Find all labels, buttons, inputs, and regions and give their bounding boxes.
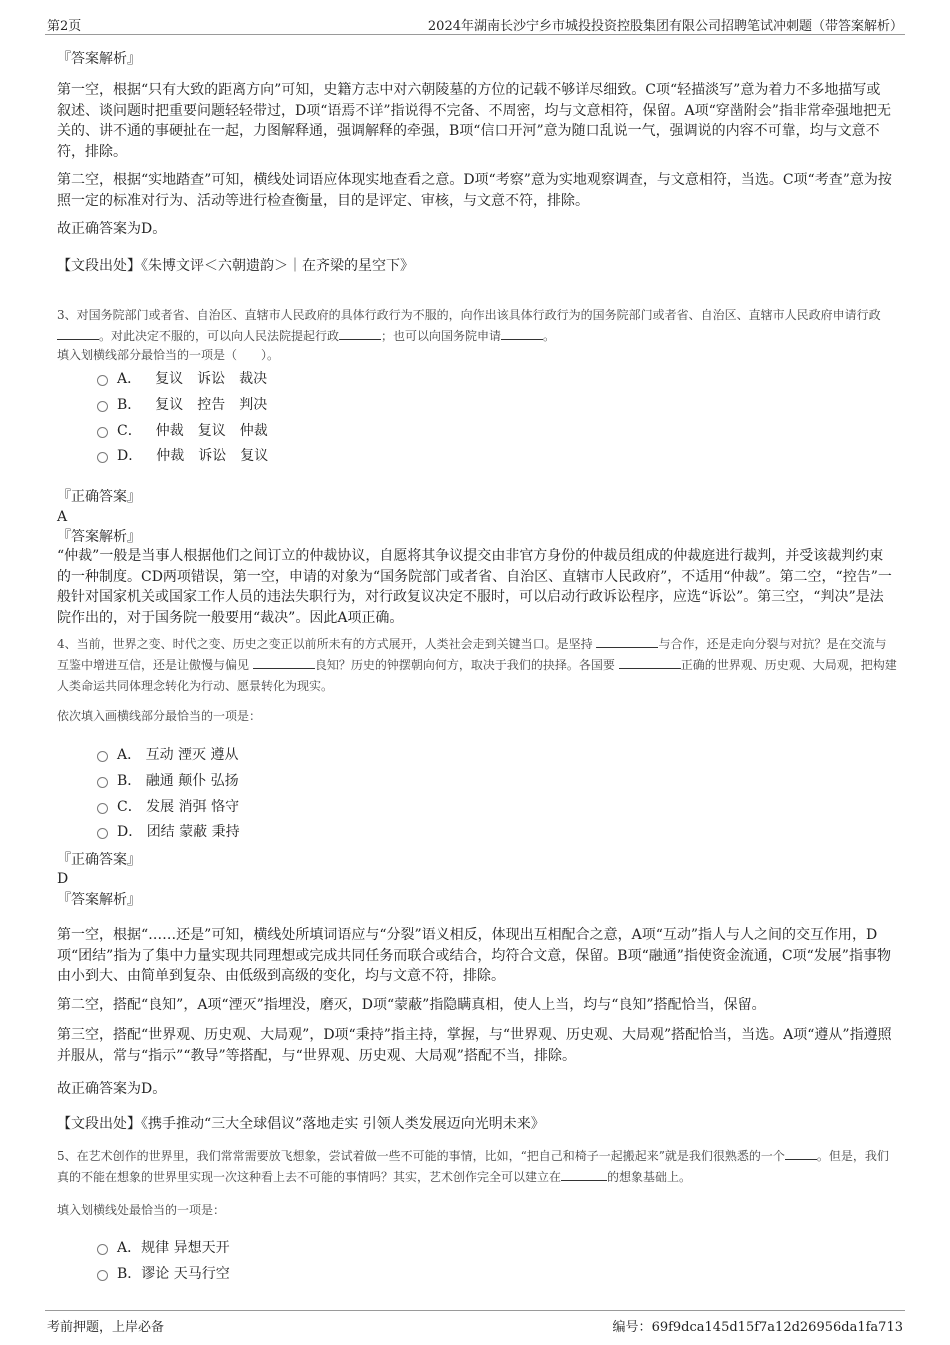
q5-option-b-letter: B． bbox=[117, 1266, 142, 1282]
q3-stem-part-c: ；也可以向国务院申请 bbox=[381, 329, 502, 343]
q3-answer-label: 『正确答案』 bbox=[57, 489, 141, 505]
q3-stem bbox=[57, 305, 897, 347]
q5-blank-2 bbox=[561, 1167, 607, 1181]
document-title: 2024年湖南长沙宁乡市城投投资控股集团有限公司招聘笔试冲刺题（带答案解析） bbox=[427, 19, 903, 34]
q5-stem-part-b: 。但是，我们真的不能在想象的世界里实现一次这种看上去不可能的事情吗？其实，艺术创作完全可以建立在 bbox=[57, 1149, 889, 1184]
q4-option-b[interactable] bbox=[97, 771, 239, 791]
q4-option-d[interactable] bbox=[97, 822, 240, 842]
q3-option-d[interactable] bbox=[97, 446, 268, 466]
q4-prompt: 依次填入画横线部分最恰当的一项是： bbox=[57, 709, 262, 723]
q2-analysis-para2: 第二空，根据“实地踏查”可知，横线处词语应体现实地查看之意。D项“考察”意为实地观察调查，与文意相符，当选。C项“考查”意为按照一定的标准对行为、活动等进行检查衡量，目的是评定、审核，与文意不符，排除。 bbox=[57, 172, 892, 209]
q3-option-a-text: 复议 诉讼 裁决 bbox=[155, 371, 268, 387]
q4-analysis-label: 『答案解析』 bbox=[57, 892, 141, 908]
q3-analysis: “仲裁”一般是当事人根据他们之间订立的仲裁协议，自愿将其争议提交由非官方身份的仲裁员组成的仲裁庭进行裁判，并受该裁判约束的一种制度。CD两项错误，第一空，申请的对象为“国务院部门或者省、自治区、直辖市人民政府”，不适用“仲裁”。第二空，“控告”一般针对国家机关或国家工作人员的违法失职行为，对行政复议决定不服时，可以启动行政诉讼程序，应选“诉讼”。第三空，“判决”是法院作出的，对于国务院一般要用“裁决”。因此A项正确。 bbox=[57, 548, 892, 626]
q4-option-b-text: 融通 颠仆 弘扬 bbox=[145, 773, 239, 789]
q4-analysis-para2: 第二空，搭配“良知”，A项“湮灭”指埋没，磨灭，D项“蒙蔽”指隐瞒真相，使人上当，均与“良知”搭配恰当，保留。 bbox=[57, 997, 766, 1013]
q4-stem-part-c: 良知？历史的钟摆朝向何方，取决于我们的抉择。各国要 bbox=[314, 658, 615, 672]
q4-option-d-letter: D． bbox=[117, 824, 143, 840]
q2-analysis-label: 『答案解析』 bbox=[57, 51, 141, 67]
q4-option-a-text: 互动 湮灭 遵从 bbox=[145, 747, 239, 763]
radio-icon[interactable] bbox=[97, 401, 108, 412]
q3-option-a[interactable] bbox=[97, 369, 267, 389]
q3-option-d-letter: D． bbox=[117, 448, 143, 464]
q5-option-a-text: 规律 异想天开 bbox=[141, 1240, 230, 1256]
q4-conclusion: 故正确答案为D。 bbox=[57, 1081, 167, 1097]
q3-option-c-text: 仲裁 复议 仲裁 bbox=[155, 423, 268, 439]
q3-blank-2 bbox=[339, 326, 381, 340]
q5-stem-part-c: 的想象基础上。 bbox=[607, 1170, 692, 1184]
q3-stem-part-a: 3、对国务院部门或者省、自治区、直辖市人民政府的具体行政行为不服的，向作出该具体行政行为的国务院部门或者省、自治区、直辖市人民政府申请行政 bbox=[57, 308, 881, 322]
q3-option-c[interactable] bbox=[97, 421, 268, 441]
q3-answer: A bbox=[57, 509, 68, 525]
q4-stem-part-a: 4、当前，世界之变、时代之变、历史之变正以前所未有的方式展开，人类社会走到关键当口。是坚持 bbox=[57, 637, 593, 651]
q3-stem-part-b: 。对此决定不服的，可以向人民法院提起行政 bbox=[99, 329, 340, 343]
q2-conclusion: 故正确答案为D。 bbox=[57, 221, 167, 237]
q3-stem-part-d: 。 bbox=[543, 329, 556, 343]
radio-icon[interactable] bbox=[97, 828, 108, 839]
q3-analysis-label: 『答案解析』 bbox=[57, 529, 141, 545]
footer-slogan: 考前押题，上岸必备 bbox=[47, 1320, 165, 1335]
q5-option-b[interactable] bbox=[97, 1264, 230, 1284]
q4-analysis-para3: 第三空，搭配“世界观、历史观、大局观”，D项“秉持”指主持，掌握，与“世界观、历史观、大局观”搭配恰当，当选。A项“遵从”指遵照并服从，常与“指示”“教导”等搭配，与“世界观、历史观、大局观”搭配不当，排除。 bbox=[57, 1027, 892, 1064]
radio-icon[interactable] bbox=[97, 803, 108, 814]
q5-option-b-text: 谬论 天马行空 bbox=[141, 1266, 230, 1282]
page-number: 第2页 bbox=[47, 19, 82, 34]
q4-option-d-text: 团结 蒙蔽 秉持 bbox=[146, 824, 240, 840]
q4-source: 【文段出处】《携手推动“三大全球倡议”落地走实 引领人类发展迈向光明未来》 bbox=[57, 1116, 545, 1132]
q3-option-b-letter: B． bbox=[117, 397, 142, 413]
q3-option-a-letter: A． bbox=[117, 371, 142, 387]
radio-icon[interactable] bbox=[97, 427, 108, 438]
q3-prompt: 填入划横线部分最恰当的一项是（ ）。 bbox=[57, 348, 280, 362]
q4-answer: D bbox=[57, 871, 69, 887]
radio-icon[interactable] bbox=[97, 1270, 108, 1281]
document-code bbox=[613, 1316, 903, 1335]
radio-icon[interactable] bbox=[97, 1244, 108, 1255]
q4-blank-3 bbox=[619, 655, 681, 669]
q4-option-c-text: 发展 消弭 恪守 bbox=[146, 799, 240, 815]
q4-stem-part-d: 正确的世界观、历史观、大局观，把构建人类命运共同体理念转化为行动、愿景转化为现实。 bbox=[57, 658, 897, 693]
q3-blank-1 bbox=[57, 326, 99, 340]
document-code-value: 69f9dca145d15f7a12d26956da1fa713 bbox=[651, 1320, 903, 1335]
q4-option-c-letter: C． bbox=[117, 799, 142, 815]
radio-icon[interactable] bbox=[97, 777, 108, 788]
q5-stem bbox=[57, 1146, 897, 1188]
document-code-label: 编号： bbox=[612, 1320, 652, 1335]
q4-stem bbox=[57, 634, 897, 697]
q5-blank-1 bbox=[785, 1146, 817, 1160]
q4-option-a-letter: A． bbox=[117, 747, 142, 763]
q5-option-a[interactable] bbox=[97, 1238, 230, 1258]
q2-analysis-para1: 第一空，根据“只有大致的距离方向”可知，史籍方志中对六朝陵墓的方位的记载不够详尽细致。C项“轻描淡写”意为着力不多地描写或叙述、谈问题时把重要问题轻轻带过，D项“语焉不详”指说得不完备、不周密，均与文意相符，保留。A项“穿凿附会”指非常牵强地把无关的、讲不通的事硬扯在一起，力图解释通，强调解释的牵强，B项“信口开河”意为随口乱说一气，强调说的内容不可靠，均与文意不符，排除。 bbox=[57, 82, 891, 160]
q4-option-a[interactable] bbox=[97, 745, 238, 765]
q4-blank-2 bbox=[253, 655, 315, 669]
q4-option-b-letter: B． bbox=[117, 773, 142, 789]
q3-blank-3 bbox=[501, 326, 543, 340]
q4-option-c[interactable] bbox=[97, 797, 239, 817]
q4-stem-part-b: 与合作，还是走向分裂与对抗？是在交流与互鉴中增进互信，还是让傲慢与偏见 bbox=[57, 637, 887, 672]
q3-option-d-text: 仲裁 诉讼 复议 bbox=[156, 448, 269, 464]
radio-icon[interactable] bbox=[97, 751, 108, 762]
q3-option-b-text: 复议 控告 判决 bbox=[155, 397, 268, 413]
q3-option-b[interactable] bbox=[97, 395, 267, 415]
radio-icon[interactable] bbox=[97, 452, 108, 463]
q3-option-c-letter: C． bbox=[117, 423, 142, 439]
radio-icon[interactable] bbox=[97, 375, 108, 386]
q4-blank-1 bbox=[596, 634, 658, 648]
q4-analysis-para1: 第一空，根据“……还是”可知，横线处所填词语应与“分裂”语义相反，体现出互相配合之意，A项“互动”指人与人之间的交互作用，D项“团结”指为了集中力量实现共同理想或完成共同任务而联合或结合，均符合文意，保留。B项“融通”指使资金流通，C项“发展”指事物由小到大、由简单到复杂、由低级到高级的变化，均与文意不符，排除。 bbox=[57, 927, 891, 984]
page-header bbox=[45, 12, 905, 35]
q2-source: 【文段出处】《朱博文评＜六朝遗韵＞｜在齐梁的星空下》 bbox=[57, 258, 414, 274]
q5-prompt: 填入划横线处最恰当的一项是： bbox=[57, 1203, 226, 1217]
q5-option-a-letter: A． bbox=[117, 1240, 142, 1256]
page-footer bbox=[45, 1310, 905, 1335]
q4-answer-label: 『正确答案』 bbox=[57, 852, 141, 868]
q5-stem-part-a: 5、在艺术创作的世界里，我们常常需要放飞想象，尝试着做一些不可能的事情，比如，“把自己和椅子一起搬起来”就是我们很熟悉的一个 bbox=[57, 1149, 785, 1163]
